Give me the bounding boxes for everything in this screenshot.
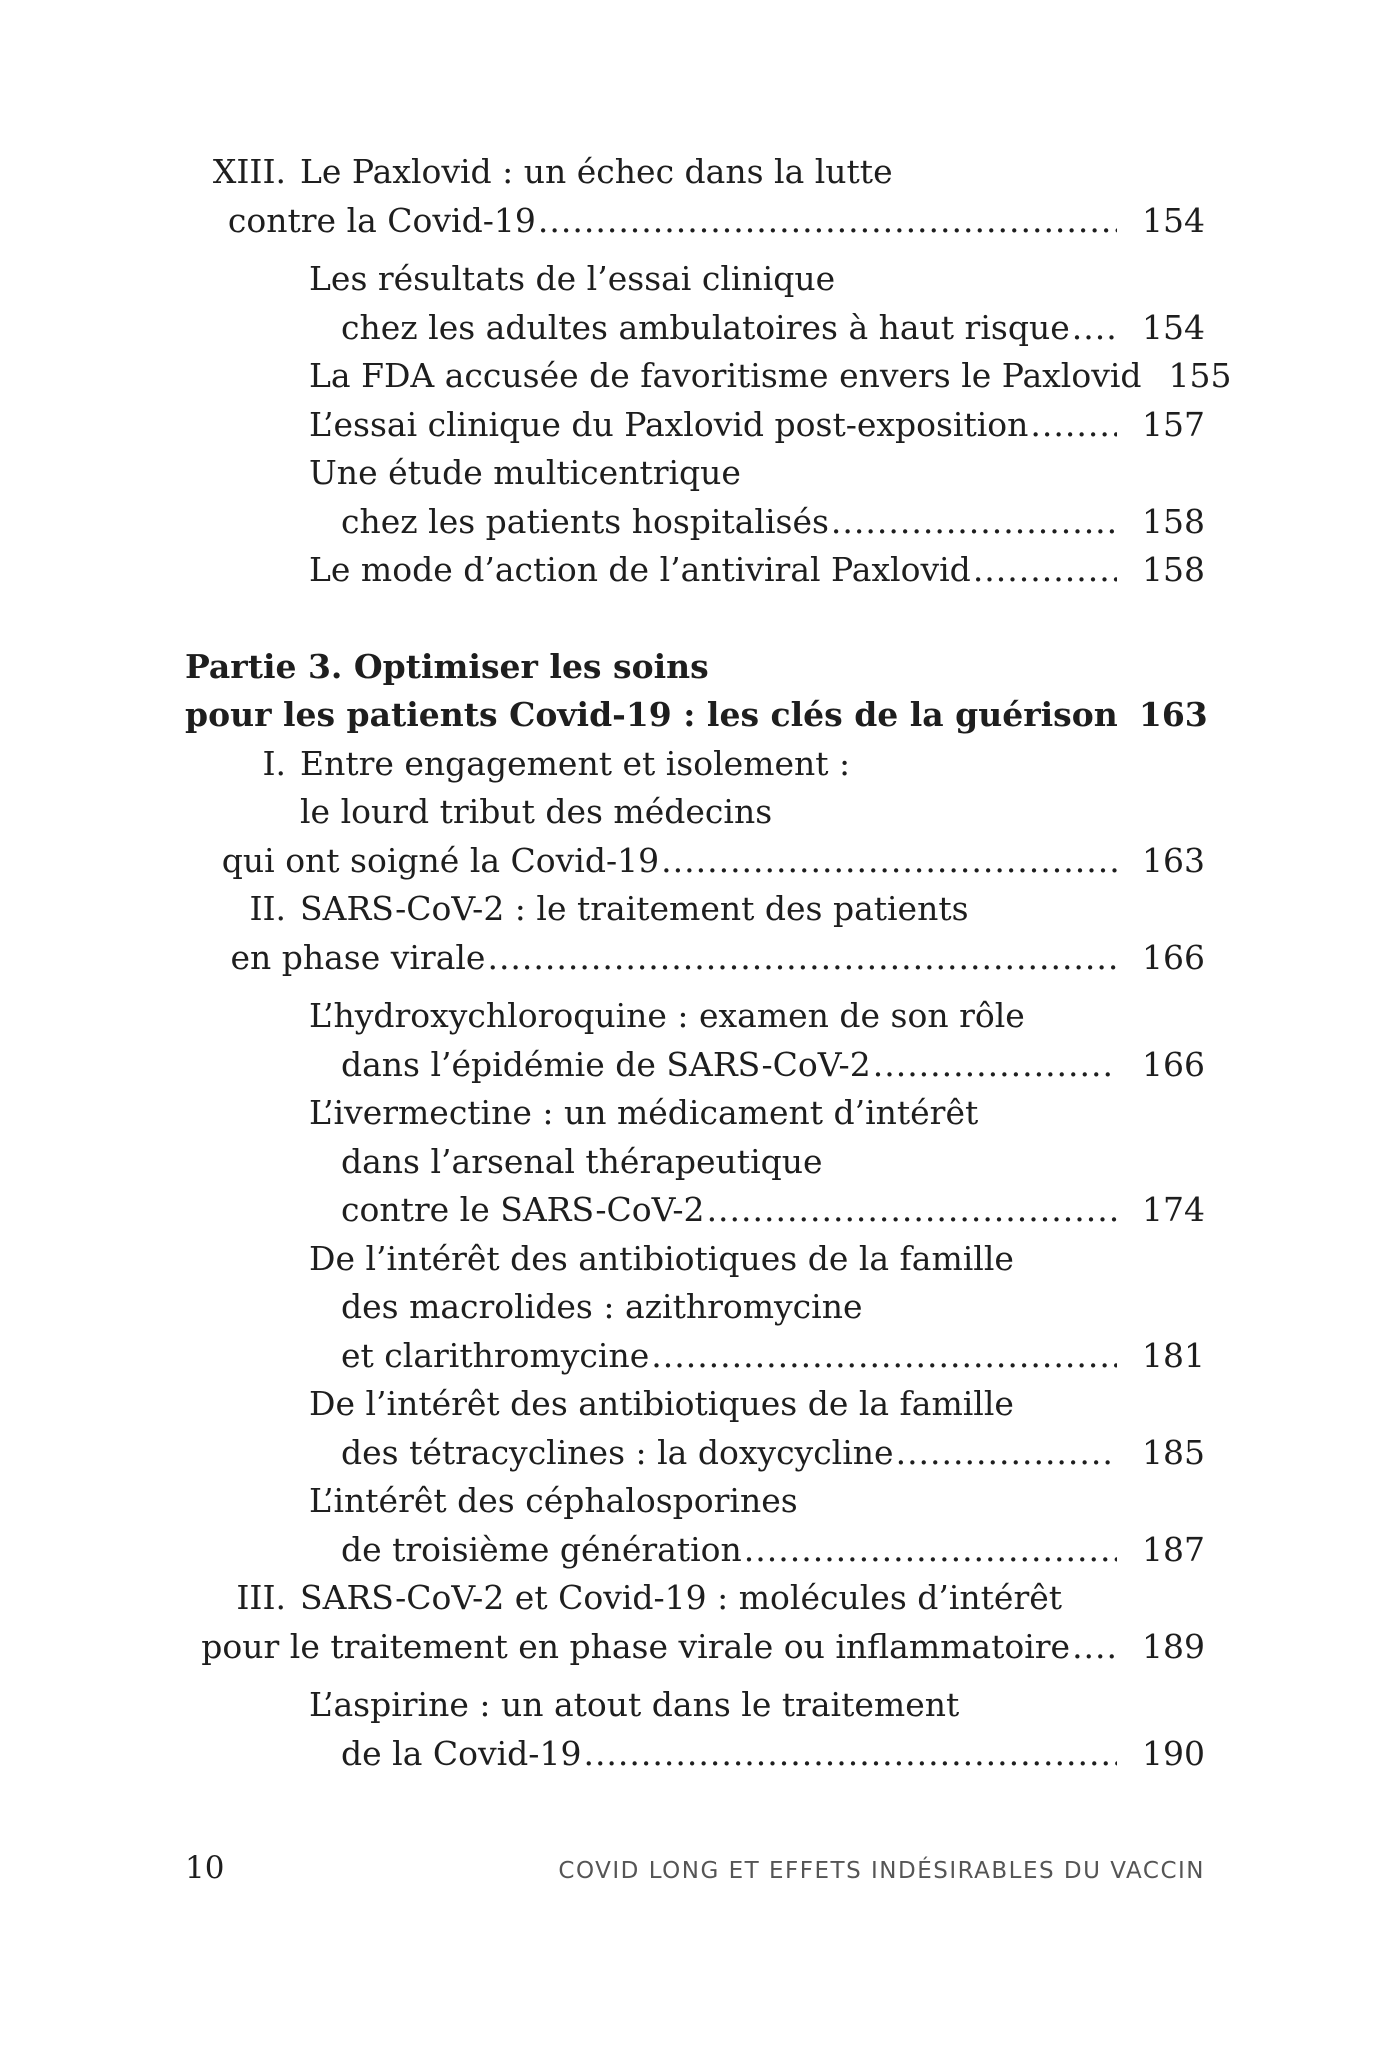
- chapter-title: le lourd tribut des médecins: [300, 792, 773, 831]
- entry-title: chez les adultes ambulatoires à haut risque: [341, 307, 1070, 347]
- page-number: 154: [1142, 200, 1205, 240]
- page-footer: [185, 1850, 1205, 1886]
- entry-title: dans l’épidémie de SARS-CoV-2: [341, 1044, 871, 1084]
- toc-line: [185, 1138, 1205, 1187]
- entry-title: dans l’arsenal thérapeutique: [341, 1141, 823, 1181]
- entry-title: Le mode d’action de l’antiviral Paxlovid: [309, 550, 971, 589]
- dot-leader: [487, 934, 1117, 983]
- entry-title: L’intérêt des céphalosporines: [309, 1481, 798, 1520]
- dot-leader: [583, 1730, 1117, 1779]
- running-title: COVID LONG ET EFFETS INDÉSIRABLES DU VACCIN: [558, 1858, 1205, 1884]
- entry-title: De l’intérêt des antibiotiques de la famille: [309, 1238, 1014, 1278]
- entry-title: contre le SARS-CoV-2: [341, 1190, 705, 1229]
- page-number: 185: [1142, 1432, 1205, 1472]
- toc-line: [185, 498, 1205, 547]
- dot-leader: [1072, 304, 1117, 353]
- entry-title: L’hydroxychloroquine : examen de son rôle: [309, 996, 1025, 1035]
- page-number: 155: [1168, 356, 1232, 395]
- folio-number: 10: [185, 1850, 225, 1886]
- toc-line: [185, 255, 1205, 304]
- page-number: 163: [1138, 695, 1208, 734]
- toc-line: [185, 740, 1205, 789]
- dot-leader: [873, 1041, 1117, 1090]
- page-number: 166: [1142, 937, 1205, 977]
- part-title: Partie 3. Optimiser les soins: [185, 646, 709, 686]
- entry-title: L’essai clinique du Paxlovid post-exposition: [309, 404, 1029, 444]
- toc-line: [185, 1623, 1205, 1672]
- toc-line: [185, 885, 1205, 934]
- dot-leader: [1030, 401, 1117, 450]
- entry-title: de troisième génération: [341, 1529, 742, 1569]
- dot-leader: [744, 1526, 1117, 1575]
- toc-line: [185, 401, 1205, 450]
- entry-title: et clarithromycine: [341, 1335, 650, 1375]
- chapter-title: Entre engagement et isolement :: [300, 743, 851, 783]
- dot-leader: [973, 546, 1117, 595]
- dot-leader: [538, 197, 1117, 246]
- toc-line: [185, 691, 1208, 740]
- page-number: 189: [1142, 1626, 1205, 1666]
- dot-leader: [707, 1186, 1117, 1235]
- toc-line: [185, 1574, 1205, 1623]
- entry-title: des tétracyclines : la doxycycline: [341, 1432, 894, 1472]
- toc-line: [185, 837, 1205, 886]
- entry-title: L’ivermectine : un médicament d’intérêt: [309, 1093, 979, 1132]
- entry-title: De l’intérêt des antibiotiques de la famille: [309, 1384, 1014, 1423]
- page-number: 158: [1142, 501, 1205, 541]
- toc-line: [185, 1477, 1205, 1526]
- chapter-title: SARS-CoV-2 et Covid-19 : molécules d’intérêt: [300, 1578, 1063, 1617]
- entry-title: Les résultats de l’essai clinique: [309, 259, 836, 298]
- table-of-contents: [185, 148, 1232, 1778]
- toc-line: [185, 1041, 1205, 1090]
- toc-line: [185, 1429, 1205, 1478]
- chapter-number: I.: [262, 743, 286, 783]
- page-number: 190: [1142, 1733, 1205, 1773]
- toc-line: [185, 1235, 1205, 1284]
- chapter-title: SARS-CoV-2 : le traitement des patients: [300, 889, 969, 928]
- entry-title: des macrolides : azithromycine: [341, 1287, 863, 1326]
- page-number: 163: [1142, 840, 1205, 880]
- toc-line: [185, 148, 1205, 197]
- entry-title: chez les patients hospitalisés: [341, 501, 829, 541]
- entry-title: Une étude multicentrique: [309, 453, 741, 492]
- toc-line: [185, 1186, 1205, 1235]
- toc-line: [185, 1380, 1205, 1429]
- part-title: pour les patients Covid-19 : les clés de la guérison: [185, 695, 1118, 734]
- entry-title: de la Covid-19: [341, 1733, 582, 1773]
- page-number: 174: [1142, 1190, 1205, 1229]
- chapter-number: III.: [236, 1578, 286, 1617]
- entry-title: La FDA accusée de favoritisme envers le Paxlovid: [309, 356, 1142, 395]
- toc-line: [185, 1332, 1205, 1381]
- entry-title: L’aspirine : un atout dans le traitement: [309, 1685, 960, 1724]
- toc-line: [185, 304, 1205, 353]
- toc-line: [185, 352, 1232, 401]
- toc-line: [185, 197, 1205, 246]
- dot-leader: [661, 837, 1117, 886]
- page-number: 187: [1142, 1529, 1205, 1569]
- chapter-number: XIII.: [212, 152, 286, 191]
- toc-line: [185, 788, 1205, 837]
- toc-line: [185, 1526, 1205, 1575]
- toc-line: [185, 1089, 1205, 1138]
- page-number: 181: [1142, 1335, 1205, 1375]
- toc-line: [185, 992, 1205, 1041]
- chapter-number: II.: [249, 889, 286, 928]
- page-number: 154: [1142, 307, 1205, 347]
- toc-line: [185, 934, 1205, 983]
- page-number: 157: [1142, 404, 1205, 444]
- dot-leader: [896, 1429, 1117, 1478]
- dot-leader: [831, 498, 1117, 547]
- toc-line: [185, 1681, 1205, 1730]
- chapter-title: en phase virale: [230, 937, 486, 977]
- toc-line: [185, 643, 1205, 692]
- toc-line: [185, 546, 1205, 595]
- chapter-title: contre la Covid-19: [227, 200, 536, 240]
- chapter-title: pour le traitement en phase virale ou inflammatoire: [201, 1626, 1071, 1666]
- page-number: 158: [1142, 550, 1205, 589]
- dot-leader: [1072, 1623, 1117, 1672]
- dot-leader: [651, 1332, 1117, 1381]
- page-number: 166: [1142, 1044, 1205, 1084]
- chapter-title: Le Paxlovid : un échec dans la lutte: [300, 152, 893, 191]
- toc-line: [185, 1730, 1205, 1779]
- toc-line: [185, 1283, 1205, 1332]
- toc-line: [185, 449, 1205, 498]
- chapter-title: qui ont soigné la Covid-19: [221, 840, 660, 880]
